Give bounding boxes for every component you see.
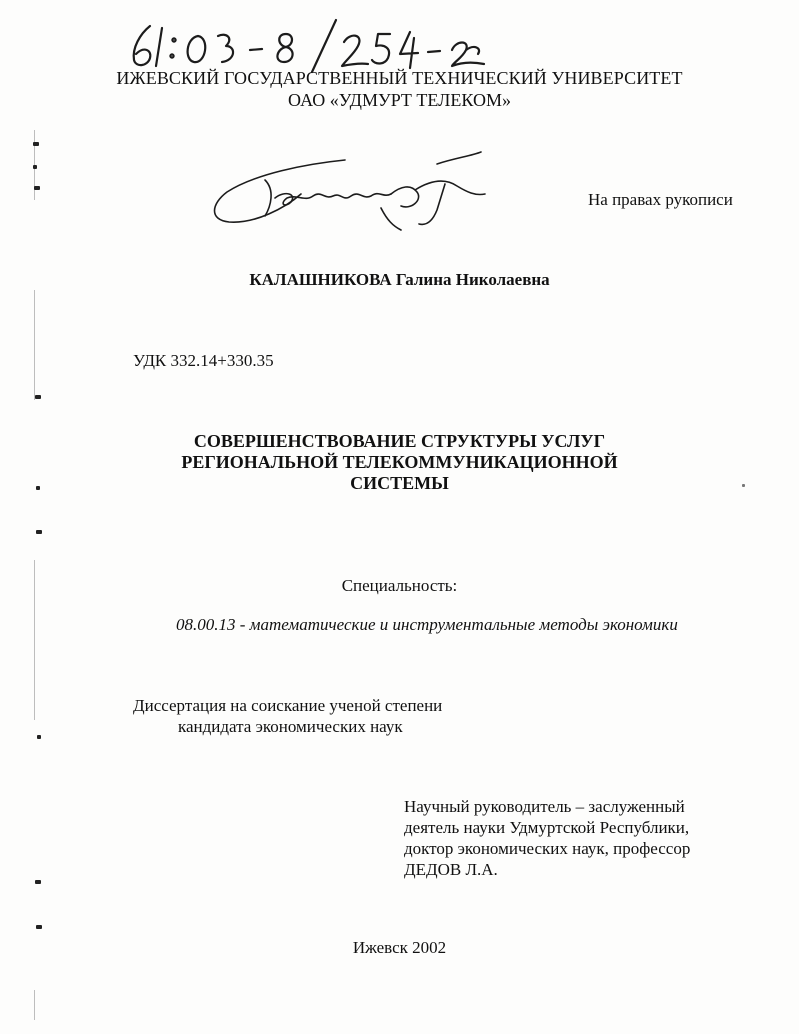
dissertation-title <box>0 431 799 494</box>
scan-dot <box>37 735 41 739</box>
author-signature <box>205 150 505 240</box>
scan-edge-line <box>34 290 35 400</box>
title-line: СОВЕРШЕНСТВОВАНИЕ СТРУКТУРЫ УСЛУГ <box>193 431 606 451</box>
degree-statement <box>133 695 442 737</box>
author-name: КАЛАШНИКОВА Галина Николаевна <box>249 270 550 289</box>
scan-dot <box>36 530 42 534</box>
supervisor-block <box>404 796 690 880</box>
supervisor-line: деятель науки Удмуртской Республики, <box>404 818 690 837</box>
supervisor-line: ДЕДОВ Л.А. <box>404 860 498 879</box>
speciality-code: 08.00.13 - математические и инструментальные методы экономики <box>176 615 678 634</box>
scan-dot <box>33 165 37 169</box>
scan-dot <box>34 186 40 190</box>
handwritten-archive-number <box>122 14 522 74</box>
manuscript-rights-note: На правах рукописи <box>588 190 733 209</box>
udk-code: УДК 332.14+330.35 <box>133 351 274 370</box>
city-year: Ижевск 2002 <box>352 938 447 957</box>
university-name: ИЖЕВСКИЙ ГОСУДАРСТВЕННЫЙ ТЕХНИЧЕСКИЙ УНИВЕРСИТЕТ <box>116 68 683 88</box>
title-line: СИСТЕМЫ <box>350 473 449 493</box>
scan-edge-line <box>34 990 35 1020</box>
degree-line: Диссертация на соискание ученой степени <box>133 696 443 715</box>
title-line: РЕГИОНАЛЬНОЙ ТЕЛЕКОММУНИКАЦИОННОЙ <box>181 452 618 472</box>
supervisor-line: Научный руководитель – заслуженный <box>404 797 685 816</box>
scan-dot <box>33 142 39 146</box>
scan-dot <box>35 395 41 399</box>
company-name: ОАО «УДМУРТ ТЕЛЕКОМ» <box>288 90 511 110</box>
scan-dot <box>36 925 42 929</box>
scan-dot <box>35 880 41 884</box>
supervisor-line: доктор экономических наук, профессор <box>404 839 691 858</box>
degree-line: кандидата экономических наук <box>178 717 403 736</box>
speciality-label: Специальность: <box>341 576 458 595</box>
